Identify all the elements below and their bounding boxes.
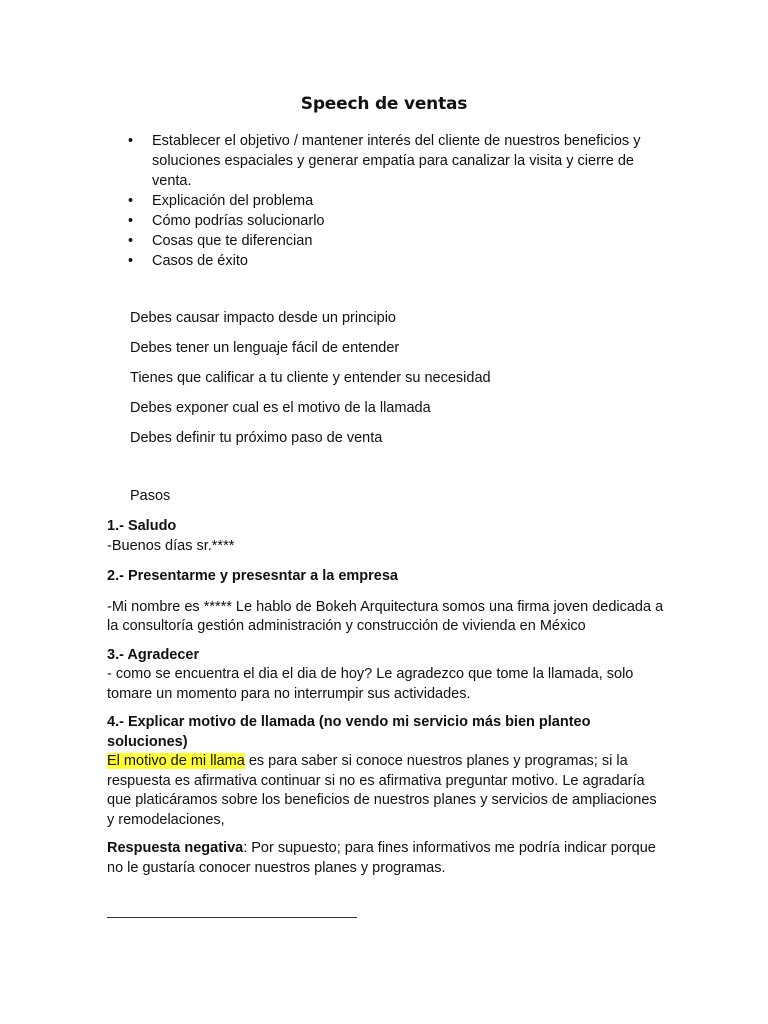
step-heading: 3.- Agradecer xyxy=(107,646,200,663)
step-text: -Mi nombre es ***** Le hablo de Bokeh Arquitectura somos una firma joven dedicada a la consultoría gestión administración y construcción de vivienda en México xyxy=(107,598,664,634)
tip-line: Debes tener un lenguaje fácil de entender xyxy=(130,340,400,356)
steps-section xyxy=(107,517,667,878)
list-item: • Cosas que te diferencian xyxy=(152,231,672,251)
step-heading: 4.- Explicar motivo de llamada (no vendo mi servicio más bien planteo soluciones) xyxy=(107,714,591,750)
step-heading: 2.- Presentarme y presesntar a la empresa xyxy=(107,568,398,584)
list-item: • Cómo podrías solucionarlo xyxy=(152,211,672,231)
step-text xyxy=(107,752,667,830)
divider-line xyxy=(107,917,357,918)
pasos-label: Pasos xyxy=(130,488,171,504)
highlighted-text: El motivo de mi llama xyxy=(107,753,245,769)
tip-line: Debes definir tu próximo paso de venta xyxy=(130,430,383,446)
step-heading: 1.- Saludo xyxy=(107,518,177,534)
list-item: • Casos de éxito xyxy=(152,251,672,271)
step-text: - como se encuentra el dia el dia de hoy? Le agradezco que tome la llamada, solo tomare un momento para no interrumpir sus actividades. xyxy=(107,666,634,702)
step-text: -Buenos días sr.**** xyxy=(107,537,235,554)
document-title: Speech de ventas xyxy=(300,94,468,114)
negative-response-text: : Por supuesto; para fines informativos me podría indicar porque no le gustaría conocer nuestros planes y programas. xyxy=(107,840,656,876)
negative-response-label: Respuesta negativa xyxy=(107,840,244,856)
objectives-list xyxy=(152,131,672,271)
list-item: • Establecer el objetivo / mantener interés del cliente de nuestros beneficios y soluciones espaciales y generar empatía para canalizar la visita y cierre de venta. xyxy=(152,131,672,191)
tips-section xyxy=(130,308,491,458)
tip-line: Debes causar impacto desde un principio xyxy=(130,310,396,326)
negative-response xyxy=(107,839,667,878)
list-item: • Explicación del problema xyxy=(152,191,672,211)
tip-line: Debes exponer cual es el motivo de la llamada xyxy=(130,400,431,416)
step-text-continued: es para saber si conoce nuestros planes y programas; si la respuesta es afirmativa continuar si no es afirmativa preguntar motivo. Le agradaría que platicáramos sobre los beneficios de nuestros planes y servicios de ampliaciones y remodelaciones, xyxy=(107,753,657,828)
tip-line: Tienes que calificar a tu cliente y entender su necesidad xyxy=(130,370,491,386)
